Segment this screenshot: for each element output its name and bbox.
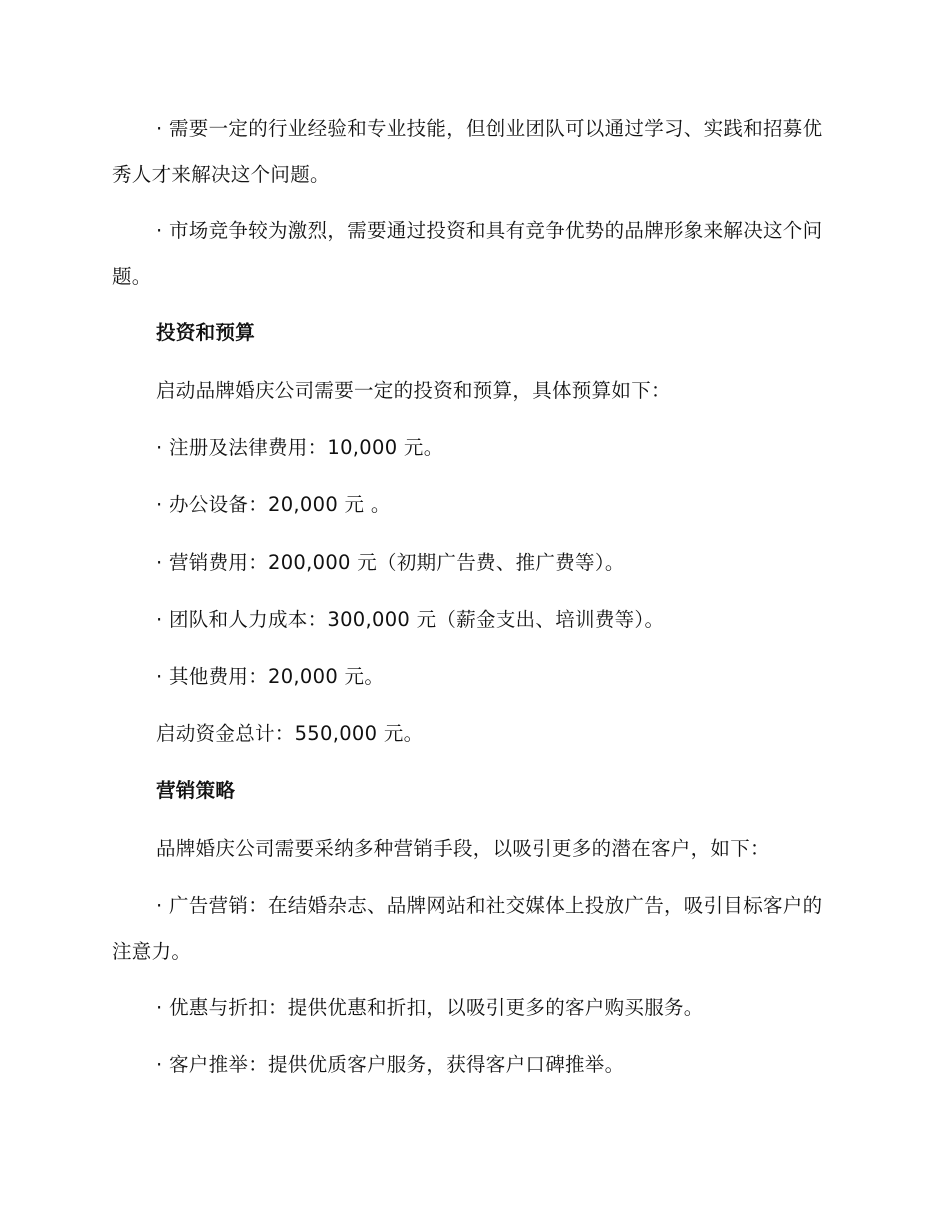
section-heading-investment-budget: 投资和预算 [156, 321, 256, 344]
bullet-discounts-offers: · 优惠与折扣：提供优惠和折扣，以吸引更多的客户购买服务。 [156, 996, 704, 1019]
bullet-other-cost: · 其他费用：20,000 元。 [156, 665, 385, 688]
startup-capital-total: 启动资金总计：550,000 元。 [156, 722, 424, 745]
bullet-team-staff-cost: · 团队和人力成本：300,000 元（薪金支出、培训费等）。 [156, 608, 665, 631]
budget-intro: 启动品牌婚庆公司需要一定的投资和预算，具体预算如下： [156, 379, 671, 402]
bullet-advertising-marketing: · 广告营销：在结婚杂志、品牌网站和社交媒体上投放广告，吸引目标客户的注意力。 [112, 894, 823, 963]
bullet-industry-experience: · 需要一定的行业经验和专业技能，但创业团队可以通过学习、实践和招募优秀人才来解决这个问题。 [112, 117, 823, 186]
bullet-office-equipment-cost: · 办公设备：20,000 元 。 [156, 493, 391, 516]
bullet-marketing-cost: · 营销费用：200,000 元（初期广告费、推广费等）。 [156, 551, 625, 574]
bullet-market-competition: · 市场竞争较为激烈，需要通过投资和具有竞争优势的品牌形象来解决这个问题。 [112, 219, 823, 288]
bullet-customer-referral: · 客户推举：提供优质客户服务，获得客户口碑推举。 [156, 1053, 625, 1076]
marketing-intro: 品牌婚庆公司需要采纳多种营销手段，以吸引更多的潜在客户，如下： [156, 837, 770, 860]
bullet-registration-legal-cost: · 注册及法律费用：10,000 元。 [156, 436, 444, 459]
section-heading-marketing-strategy: 营销策略 [156, 779, 236, 802]
